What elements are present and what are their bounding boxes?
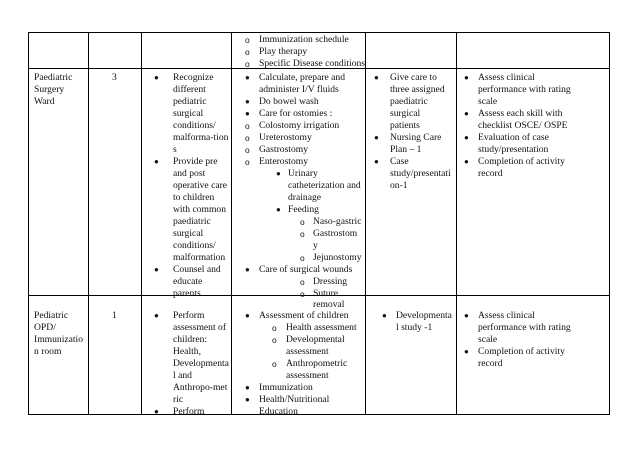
assessment-text: scale [478, 334, 498, 345]
objective-text: different [173, 84, 206, 95]
objective-text: surgical [173, 108, 204, 119]
bullet: ● [245, 311, 250, 320]
skill-text: Care of surgical wounds [259, 264, 353, 275]
sub-bullet: o [245, 121, 250, 131]
skill-text: assessment [286, 346, 329, 357]
assessment-text: record [478, 358, 503, 369]
assessment-text: record [478, 168, 503, 179]
skill-text: catheterization and [288, 180, 361, 191]
bullet: ● [154, 311, 159, 320]
bullet: ● [154, 157, 159, 166]
objective-text: paediatric [173, 216, 211, 227]
sub-bullet: o [245, 133, 250, 143]
list-item: Specific Disease conditions [259, 58, 366, 69]
objective-text: assessment of [173, 322, 227, 333]
sub-bullet: o [300, 289, 305, 299]
objective-text: Health, [173, 346, 201, 357]
objective-text: conditions/ [173, 120, 216, 131]
assessment-text: scale [478, 96, 498, 107]
bullet: ● [374, 157, 379, 166]
bullet: ● [464, 109, 469, 118]
assessment-text: performance with rating [478, 322, 571, 333]
bullet: ● [245, 109, 250, 118]
column-divider [231, 32, 232, 415]
sub-bullet: o [300, 229, 305, 239]
assignment-text: Plan – 1 [390, 144, 422, 155]
skill-text: Colostomy irrigation [259, 120, 340, 131]
column-divider [88, 32, 89, 415]
objective-text: Perform [173, 406, 205, 417]
assignment-text: Give care to [390, 72, 437, 83]
skill-text: Developmental [286, 334, 345, 345]
skill-text: Education [259, 406, 298, 417]
objective-text: parents [173, 288, 201, 299]
skill-text: y [313, 240, 318, 251]
sub-bullet: o [245, 47, 250, 57]
bullet: ● [245, 395, 250, 404]
objective-text: surgical [173, 228, 204, 239]
assessment-text: Evaluation of case [478, 132, 549, 143]
list-item: Immunization schedule [259, 34, 349, 45]
objective-text: operative care [173, 180, 228, 191]
skill-text: assessment [286, 370, 329, 381]
skill-text: Gastrostom [313, 228, 358, 239]
objective-text: Recognize [173, 72, 214, 83]
clinical-area-label: n room [34, 346, 62, 357]
sub-bullet: o [245, 157, 250, 167]
bullet: ● [374, 73, 379, 82]
sub-bullet: o [245, 145, 250, 155]
column-divider [456, 32, 457, 415]
clinical-area-label: Surgery [34, 84, 65, 95]
skill-text: Do bowel wash [259, 96, 319, 107]
objective-text: and post [173, 168, 206, 179]
skill-text: Care for ostomies : [259, 108, 333, 119]
skill-text: Suture [313, 288, 339, 299]
bullet: ● [276, 169, 281, 178]
objective-text: l and [173, 370, 192, 381]
skill-text: Anthropometric [286, 358, 348, 369]
duration-weeks: 3 [112, 72, 117, 83]
assessment-text: Completion of activity [478, 156, 565, 167]
sub-bullet: o [300, 277, 305, 287]
bullet: ● [374, 133, 379, 142]
assignment-text: Case [390, 156, 409, 167]
sub-bullet: o [272, 359, 277, 369]
column-divider [141, 32, 142, 415]
objective-text: Anthropo-met [173, 382, 228, 393]
skill-text: drainage [288, 192, 322, 203]
objective-text: with common [173, 204, 227, 215]
assignment-text: paediatric [390, 96, 428, 107]
assignment-text: study/presentati [390, 168, 451, 179]
clinical-area-label: Paediatric [34, 72, 73, 83]
assessment-text: Assess clinical [478, 72, 535, 83]
skill-text: Ureterostomy [259, 132, 312, 143]
assignment-text: patients [390, 120, 420, 131]
objective-text: Developmenta [173, 358, 229, 369]
objective-text: conditions/ [173, 240, 216, 251]
objective-text: Counsel and [173, 264, 221, 275]
skill-text: Feeding [288, 204, 319, 215]
objective-text: malforma-tion [173, 132, 229, 143]
bullet: ● [245, 265, 250, 274]
skill-text: Dressing [313, 276, 348, 287]
bullet: ● [464, 133, 469, 142]
assignment-text: on-1 [390, 180, 408, 191]
clinical-area-label: OPD/ [34, 322, 56, 333]
bullet: ● [464, 347, 469, 356]
bullet: ● [154, 265, 159, 274]
objective-text: s [173, 144, 177, 155]
skill-text: Gastrostomy [259, 144, 309, 155]
sub-bullet: o [272, 323, 277, 333]
table-top-border [28, 32, 609, 33]
assessment-text: Assess each skill with [478, 108, 563, 119]
clinical-area-label: Immunizatio [34, 334, 84, 345]
column-divider [609, 32, 610, 415]
list-item: Play therapy [259, 46, 308, 57]
assignment-text: Nursing Care [390, 132, 442, 143]
skill-text: Assessment of children [259, 310, 349, 321]
bullet: ● [464, 157, 469, 166]
clinical-area-label: Ward [34, 96, 55, 107]
assignment-text: three assigned [390, 84, 445, 95]
sub-bullet: o [245, 59, 250, 69]
sub-bullet: o [272, 335, 277, 345]
assessment-text: Assess clinical [478, 310, 535, 321]
bullet: ● [154, 73, 159, 82]
column-divider [365, 32, 366, 415]
skill-text: Urinary [288, 168, 318, 179]
assessment-text: study/presentation [478, 144, 549, 155]
assessment-text: Completion of activity [478, 346, 565, 357]
objective-text: educate [173, 276, 203, 287]
bullet: ● [245, 383, 250, 392]
skill-text: Health/Nutritional [259, 394, 330, 405]
table-bottom-border [28, 414, 609, 415]
bullet: ● [382, 311, 387, 320]
skill-text: Health assessment [286, 322, 357, 333]
objective-text: children: [173, 334, 208, 345]
sub-bullet: o [245, 35, 250, 45]
bullet: ● [464, 311, 469, 320]
assessment-text: performance with rating [478, 84, 571, 95]
assignment-text: Developmenta [396, 310, 452, 321]
assignment-text: surgical [390, 108, 421, 119]
objective-text: pediatric [173, 96, 207, 107]
skill-text: administer I/V fluids [259, 84, 339, 95]
duration-weeks: 1 [112, 310, 117, 321]
sub-bullet: o [300, 253, 305, 263]
bullet: ● [245, 97, 250, 106]
column-divider [28, 32, 29, 415]
bullet: ● [245, 73, 250, 82]
sub-bullet: o [300, 217, 305, 227]
objective-text: Perform [173, 310, 205, 321]
assessment-text: checklist OSCE/ OSPE [478, 120, 568, 131]
skill-text: Naso-gastric [313, 216, 362, 227]
skill-text: removal [313, 299, 345, 310]
objective-text: to children [173, 192, 215, 203]
skill-text: Calculate, prepare and [259, 72, 346, 83]
bullet: ● [464, 73, 469, 82]
objective-text: Provide pre [173, 156, 218, 167]
clinical-area-label: Pediatric [34, 310, 69, 321]
objective-text: ric [173, 394, 184, 405]
assignment-text: l study -1 [396, 322, 433, 333]
bullet: ● [276, 205, 281, 214]
skill-text: Jejunostomy [313, 252, 362, 263]
skill-text: Immunization [259, 382, 313, 393]
bullet: ● [154, 407, 159, 416]
skill-text: Enterostomy [259, 156, 309, 167]
objective-text: malformation [173, 252, 226, 263]
